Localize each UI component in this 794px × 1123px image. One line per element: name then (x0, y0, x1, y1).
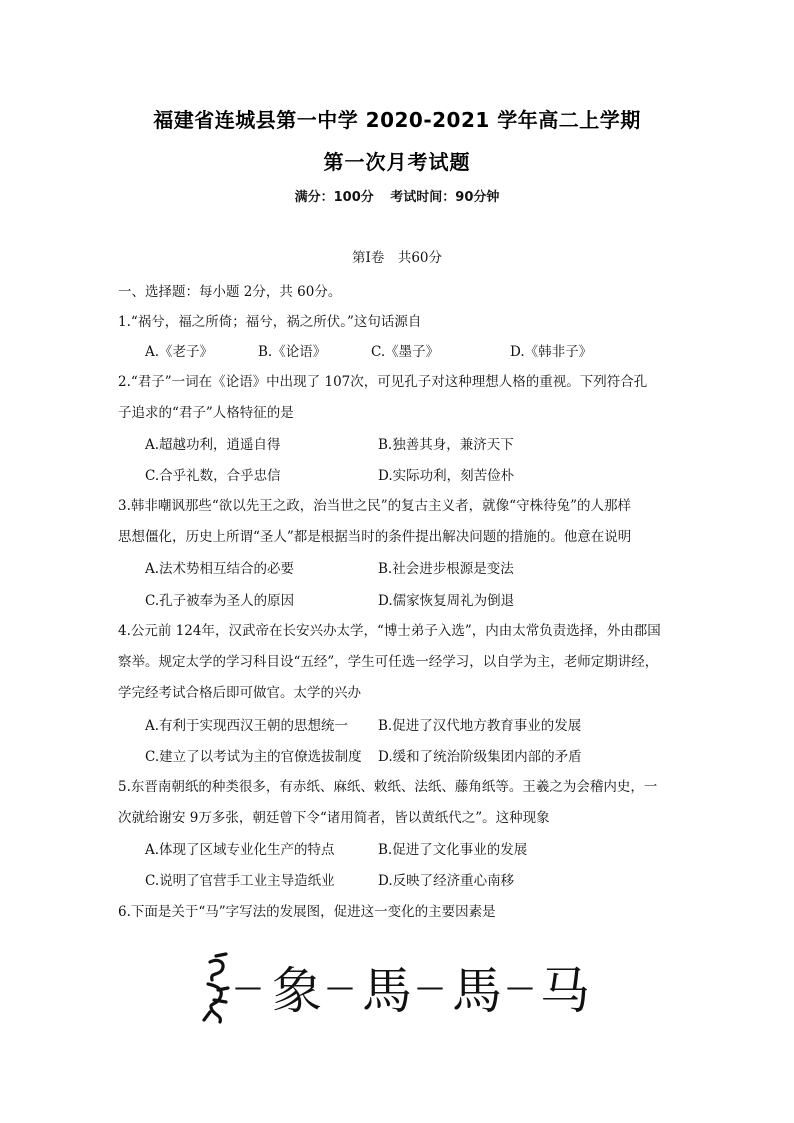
question-4-line-2: 察举。规定太学的学习科目设“五经”，学生可任选一经学习，以自学为主，老师定期讲经， (118, 654, 659, 670)
ma-character-evolution-figure (196, 950, 596, 1030)
question-5-line-1: 5.东晋南朝纸的种类很多，有赤纸、麻纸、敕纸、法纸、藤角纸等。王羲之为会稽内史，一 (118, 779, 658, 795)
question-3-line-1: 3.韩非嘲讽那些“欲以先王之政，治当世之民”的复古主义者，就像“守株待兔”的人那样 (118, 498, 631, 514)
exam-time: 考试时间：90分钟 (390, 190, 500, 205)
question-4-line-1: 4.公元前 124年，汉武帝在长安兴办太学，“博士弟子入选”，内由太常负责选择，外由郡国 (118, 623, 661, 639)
question-4-option-b: B.促进了汉代地方教育事业的发展 (378, 718, 582, 734)
exam-subtitle: 第一次月考试题 (323, 150, 471, 174)
section-heading: 第Ⅰ卷 共60分 (351, 250, 442, 266)
question-4-line-3: 学完经考试合格后即可做官。太学的兴办 (118, 685, 361, 701)
question-4-option-c: C.建立了以考试为主的官僚选拔制度 (145, 749, 362, 765)
question-3-text (118, 491, 678, 553)
question-1-text: 1.“祸兮，福之所倚；福兮，祸之所伏。”这句话源自 (118, 314, 422, 330)
question-3-option-b: B.社会进步根源是变法 (378, 561, 514, 577)
question-4-text (118, 616, 678, 709)
evolution-char-regular: 馬 (452, 962, 502, 1020)
exam-title: 福建省连城县第一中学 2020-2021 学年高二上学期 (153, 108, 641, 132)
evolution-arrow-2: — (326, 970, 354, 1003)
exam-meta (0, 186, 794, 205)
evolution-arrow-1: — (234, 970, 262, 1003)
evolution-arrow-3: — (416, 970, 444, 1003)
question-3-line-2: 思想僵化，历史上所谓“圣人”都是根据当时的条件提出解决问题的措施的。他意在说明 (118, 529, 632, 545)
question-5-option-d: D.反映了经济重心南移 (378, 873, 515, 889)
question-5-text (118, 772, 678, 834)
question-4-option-d: D.缓和了统治阶级集团内部的矛盾 (378, 749, 582, 765)
question-6-text: 6.下面是关于“马”字写法的发展图，促进这一变化的主要因素是 (118, 904, 496, 920)
question-1-option-a: A.《老子》 (145, 344, 214, 360)
evolution-arrow-4: — (506, 970, 534, 1003)
section-instruction: 一、选择题：每小题 2分，共 60分。 (118, 284, 342, 300)
question-2-option-a: A.超越功利，逍遥自得 (145, 437, 281, 453)
question-4-option-a: A.有利于实现西汉王朝的思想统一 (145, 718, 349, 734)
oracle-bone-horse-glyph (204, 954, 228, 1022)
evolution-char-clerical: 馬 (362, 962, 412, 1020)
question-5-option-c: C.说明了官营手工业主导造纸业 (145, 873, 335, 889)
question-3-option-c: C.孔子被奉为圣人的原因 (145, 593, 295, 609)
question-5-option-b: B.促进了文化事业的发展 (378, 842, 528, 858)
question-1-option-d: D.《韩非子》 (510, 344, 593, 360)
question-5-line-2: 次就给谢安 9万多张，朝廷曾下令“诸用简者，皆以黄纸代之”。这种现象 (118, 810, 550, 826)
evolution-char-seal: 象 (272, 962, 322, 1020)
evolution-char-simplified: 马 (540, 962, 590, 1020)
question-3-option-d: D.儒家恢复周礼为倒退 (378, 593, 515, 609)
question-1-option-c: C.《墨子》 (371, 344, 440, 360)
question-5-option-a: A.体现了区域专业化生产的特点 (145, 842, 335, 858)
question-3-option-a: A.法术势相互结合的必要 (145, 561, 295, 577)
question-2-line-1: 2.“君子”一词在《论语》中出现了 107次，可见孔子对这种理想人格的重视。下列符合孔 (118, 374, 648, 390)
question-2-line-2: 子追求的“君子”人格特征的是 (118, 405, 294, 421)
question-1-option-b: B.《论语》 (258, 344, 327, 360)
question-2-option-b: B.独善其身，兼济天下 (378, 437, 514, 453)
question-2-option-d: D.实际功利，刻苦俭朴 (378, 468, 515, 484)
question-2-option-c: C.合乎礼数，合乎忠信 (145, 468, 281, 484)
question-2-text (118, 367, 678, 429)
full-score: 满分：100分 (294, 190, 374, 205)
